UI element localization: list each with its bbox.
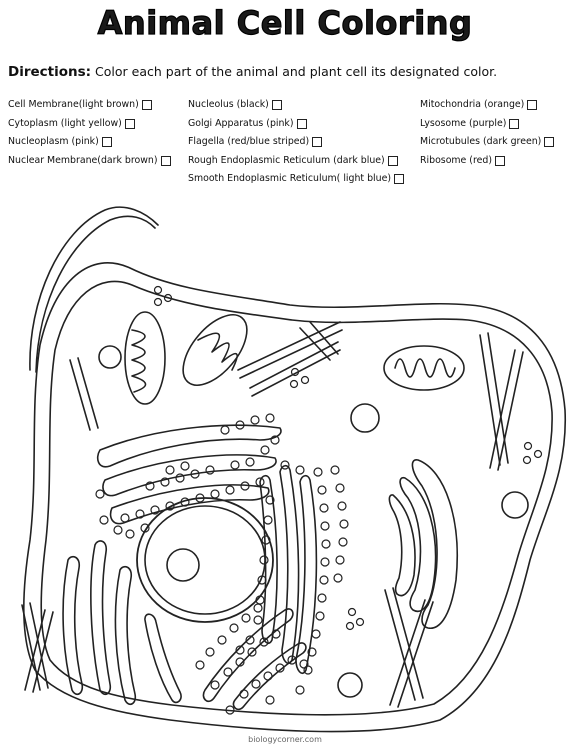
animal-cell-diagram [0,195,570,735]
lysosome [351,404,379,432]
lysosome [99,346,121,368]
legend-item [420,152,554,171]
page-title: Animal Cell Coloring [97,4,473,42]
legend-item [420,133,554,152]
lysosome [338,673,362,697]
color-checkbox[interactable] [102,137,112,147]
color-checkbox[interactable] [142,100,152,110]
nucleolus [167,549,199,581]
legend-label: Nuclear Membrane(dark brown) [8,154,158,166]
color-checkbox[interactable] [544,137,554,147]
directions [8,64,568,80]
ribosome-dots [96,414,279,538]
legend-item [420,115,554,134]
legend-item [420,96,554,115]
legend-column-3 [420,96,554,170]
directions-text: Color each part of the animal and plant cell its designated color. [91,64,498,79]
cell-membrane-inner [41,281,552,714]
directions-label: Directions: [8,64,92,80]
legend-label: Golgi Apparatus (pink) [188,117,294,129]
microtubules [480,333,523,470]
legend-label: Microtubules (dark green) [420,136,542,147]
rough-endoplasmic-reticulum [203,609,305,709]
color-checkbox[interactable] [161,156,171,166]
footer-credit: biologycorner.com [248,735,322,744]
legend-item [188,115,404,134]
color-checkbox[interactable] [495,156,505,166]
legend-label: Smooth Endoplasmic Reticulum( light blue) [188,173,391,184]
legend-item [188,152,404,171]
legend-item [8,152,171,171]
color-checkbox[interactable] [394,174,404,184]
legend-item [8,133,171,152]
legend-column-2 [188,96,404,189]
legend-item [8,96,171,115]
legend-item [188,170,404,189]
legend-label: Cytoplasm (light yellow) [8,117,122,129]
legend-column-1 [8,96,171,170]
microtubules [70,358,98,430]
legend-label: Mitochondria (orange) [420,99,525,110]
mitochondrion [384,346,464,390]
color-checkbox[interactable] [297,119,307,129]
color-checkbox[interactable] [125,119,135,129]
legend-item [188,133,404,152]
legend-label: Nucleoplasm (pink) [8,136,99,147]
nucleus [137,498,273,622]
mitochondrion [125,312,165,404]
color-checkbox[interactable] [312,137,322,147]
legend-label: Nucleolus (black) [188,99,269,110]
legend-label: Lysosome (purple) [420,117,507,129]
legend-label: Rough Endoplasmic Reticulum (dark blue) [188,154,385,166]
legend-label: Flagella (red/blue striped) [188,136,310,147]
legend-item [8,115,171,134]
legend-label: Cell Membrane(light brown) [8,99,139,110]
ribosome-dots [236,461,348,674]
ribosome-cluster [155,287,542,630]
lysosome [502,492,528,518]
color-checkbox[interactable] [527,100,537,110]
smooth-endoplasmic-reticulum [63,541,181,704]
mitochondrion [171,304,259,397]
color-checkbox[interactable] [272,100,282,110]
color-checkbox[interactable] [388,156,398,166]
legend-label: Ribosome (red) [420,154,492,166]
legend-item [188,96,404,115]
rough-endoplasmic-reticulum [98,425,281,523]
color-checkbox[interactable] [509,119,519,129]
